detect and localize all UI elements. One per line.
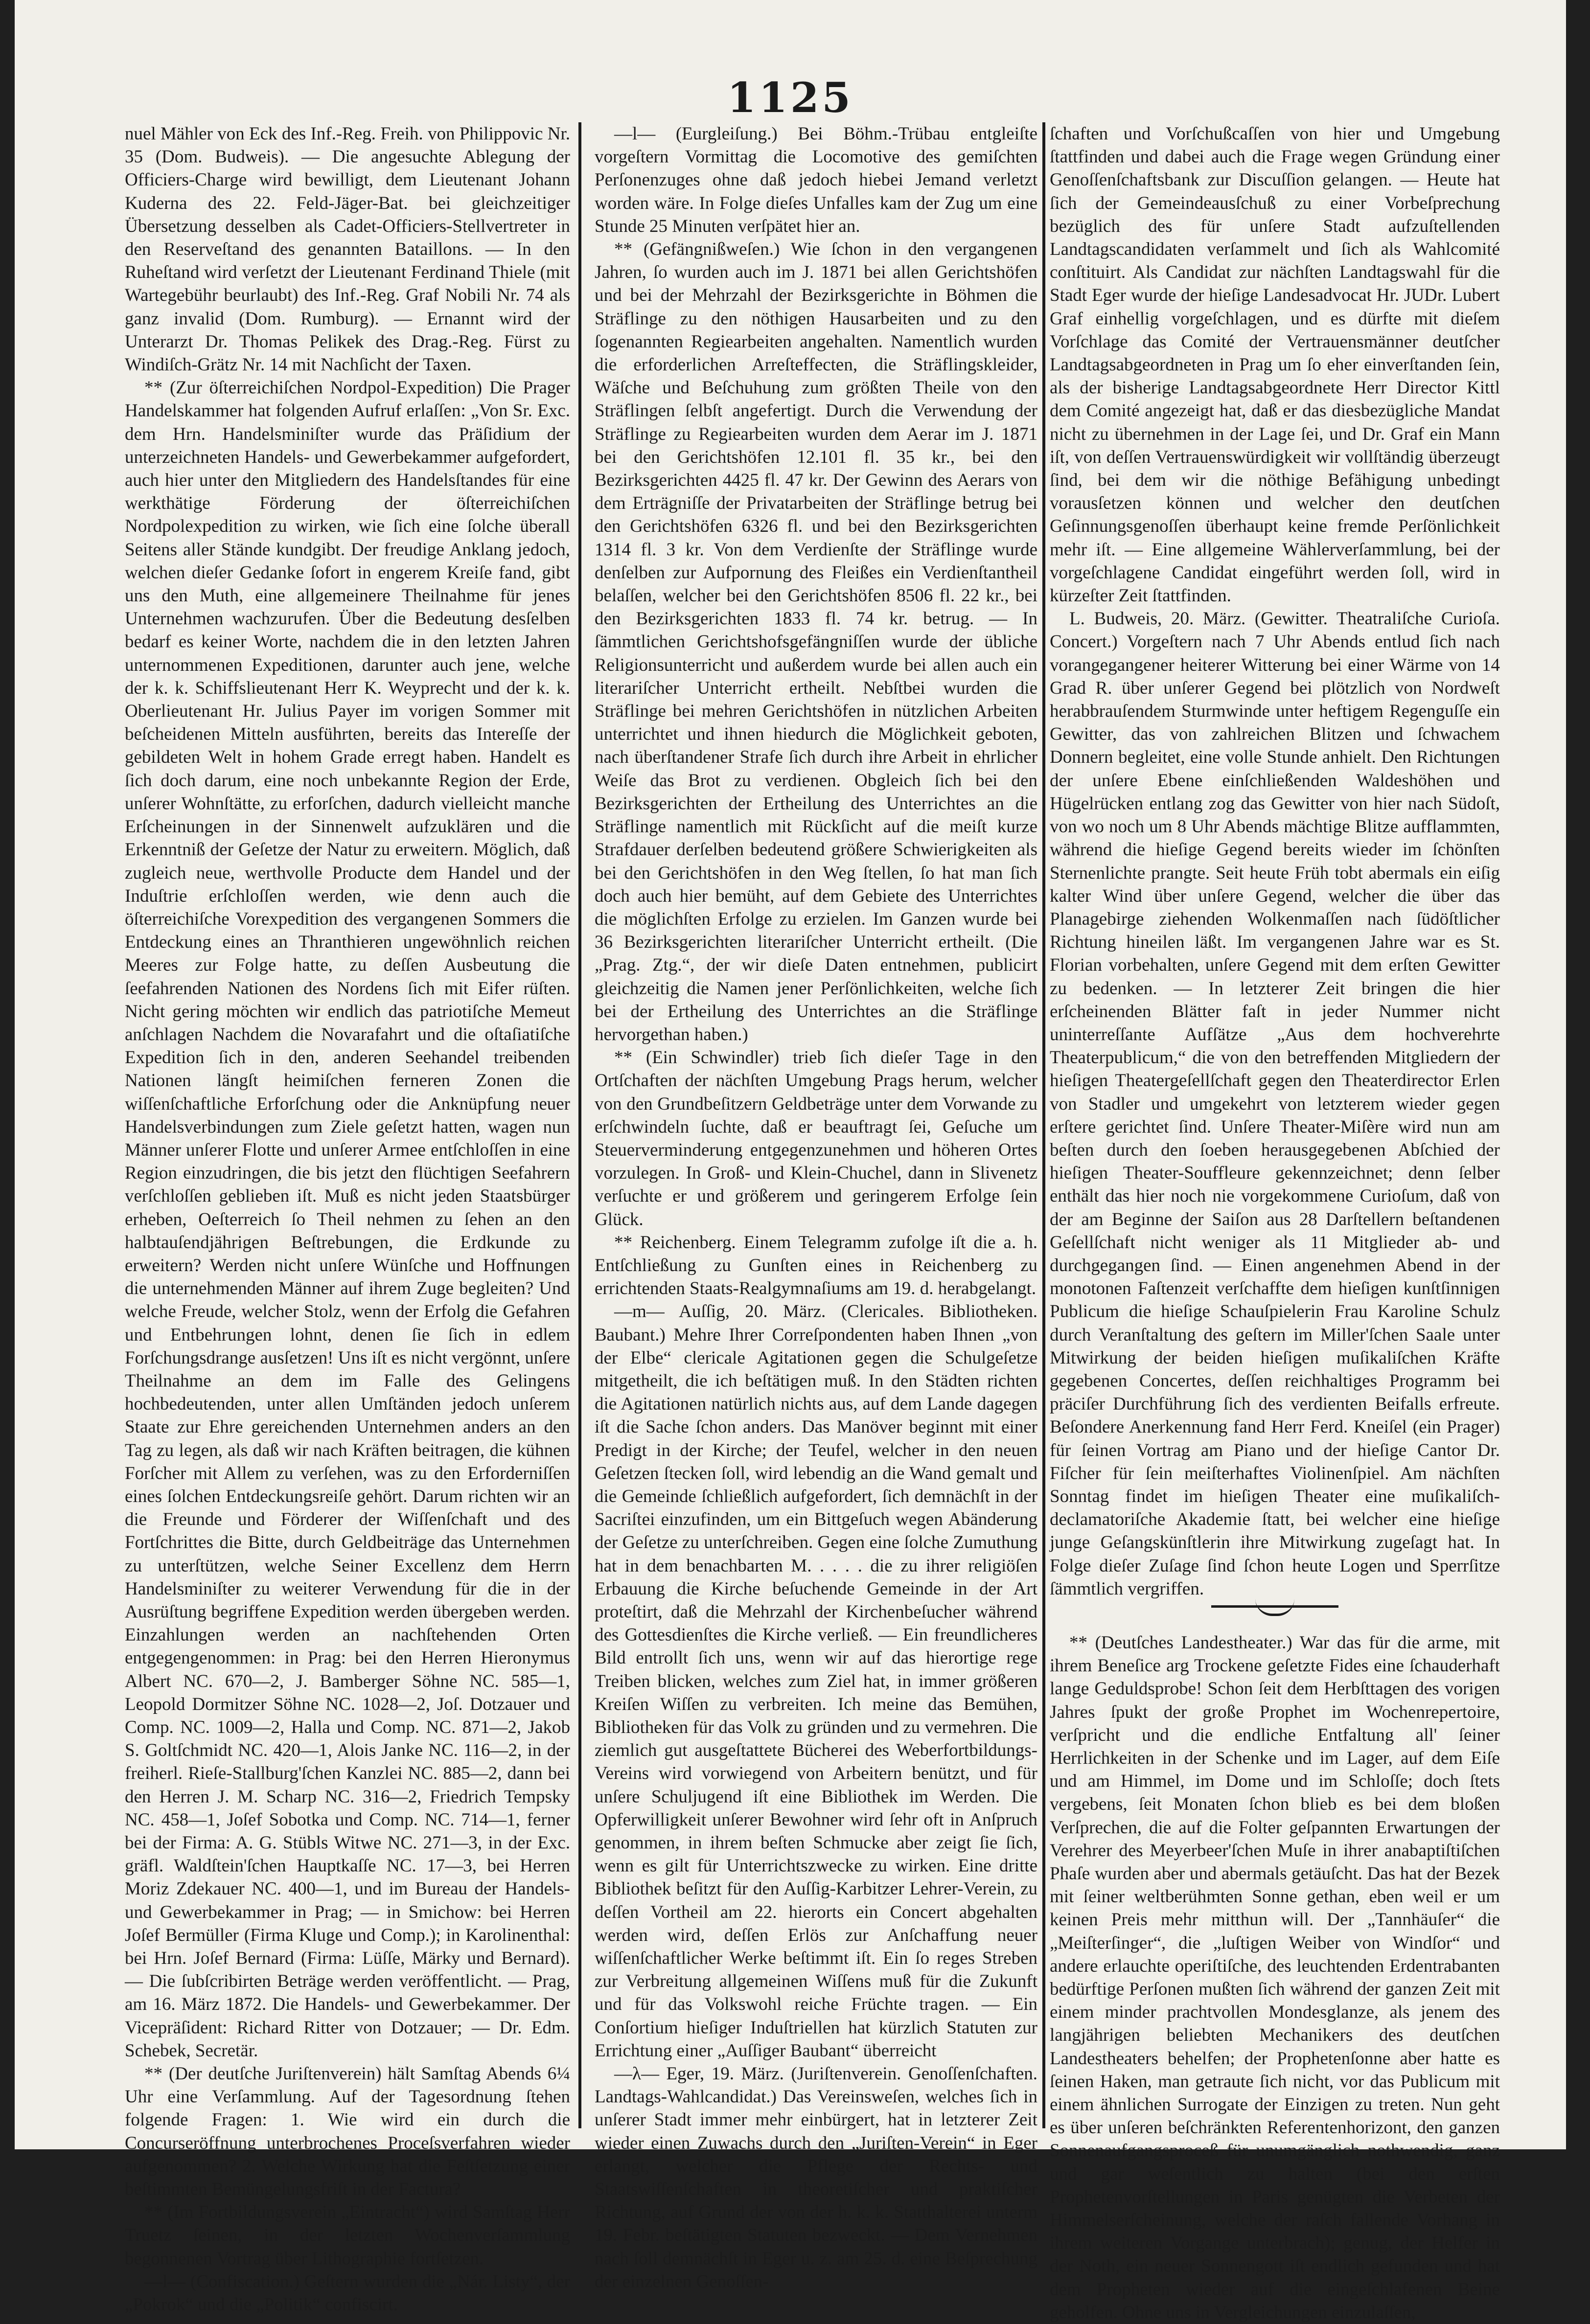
- article-landestheater: ** (Deutſches Landestheater.) War das für die arme, mit ihrem Beneſice arg Trockene geſetzte Fides eine ſchauderhaft lange Geduldsprobe! Schon ſeit dem Herbſttagen des vorigen Jahres ſpukt der große Prophet im Wochenrepertoire, verſpricht und die endliche Entfaltung all' ſeiner Herrlichkeiten in der Schenke und im Lager, auf dem Eiſe und am Himmel, im Dome und im Schloſſe; doch ſtets vergebens, ſeit Monaten ſchon blieb es bei dem bloßen Verſprechen, die auf die Folter geſpannten Erwartungen der Verehrer des Meyerbeer'ſchen Muſe in ihrer anabaptiſtiſchen Phaſe wurden aber und abermals getäuſcht. Das hat der Bezek mit ſeiner weltberühmten Sonne gethan, eben weil er um keinen Preis mehr mitthun will. Der „Tannhäuſer“ die „Meiſterſinger“, die „luſtigen Weiber von Windſor“ und andere erlauchte operiſtiſche, des leuchtenden Erdentrabanten bedürftige Perſonen mußten ſich während der ganzen Zeit mit einem minder prachtvollen Mondesglanze, als jenem des langjährigen beliebten Mechanikers des deutſchen Landestheaters behelfen; der Prophetenſonne aber hatte es ſeinen Haken, man getraute ſich nicht, vor das Publicum mit einem ähnlichen Surrogate der Einzigen zu treten. Nun geht es über unſeren beſchränkten Referentenhorizont, den ganzen Sonnenaufgangsproceß für unumgänglich nothwendig, ganz und gar weſentlich zu halten (bei den erſten Prophetenvorſtellungen in Paris genügten die Verbeten der Himmelserſcheinung, welche der raſch fallende Vorhang in ihrem weiteren Vorgange unterbrach); genug, der Helfer in der Noth, ein neuer Sonnengott iſt endlich gefunden und hat dem Propheten wieder auf die eingeſchlafenen Beine geholfen. Ohne uns in Vergleichungen einzulaſſen,: [1050, 1633, 1500, 2323]
- article-aussig: —m— Auſſig, 20. März. (Clericales. Bibliotheken. Baubant.) Mehre Ihrer Correſpondenten haben Ihnen „von der Elbe“ clericale Agitationen gegen die Schulgeſetze mitgetheilt, die ich beſtätigen muß. In den Städten richten die Agitationen natürlich nichts aus, auf dem Lande dagegen iſt die Sache ſchon anders. Das Manöver beginnt mit einer Predigt in der Kirche; der Teufel, welcher in den neuen Geſetzen ſtecken ſoll, wird lebendig an die Wand gemalt und die Gemeinde ſchließlich aufgefordert, ſich demnächſt in der Sacriſtei einzufinden, um ein Bittgeſuch wegen Abänderung der Geſetze zu unterſchreiben. Gegen eine ſolche Zumuthung hat in dem benachbarten M. . . . . die zu ihrer religiöſen Erbauung die Kirche beſuchende Gemeinde in der Art proteſtirt, daß die Mehrzahl der Kirchenbeſucher während des Gottesdienſtes die Kirche verließ. — Ein freundlicheres Bild entrollt ſich uns, wenn wir auf das hierortige rege Treiben blicken, welches zum Ziel hat, in immer größeren Kreiſen Wiſſen zu verbreiten. Ich meine das Bemühen, Bibliotheken für das Volk zu gründen und zu vermehren. Die ziemlich gut ausgeſtattete Bücherei des Weberfortbildungs-Vereins wird vorwiegend von Arbeitern benützt, und für unſere Schuljugend iſt eine Bibliothek im Werden. Die Opferwilligkeit unſerer Bewohner wird ſehr oft in Anſpruch genommen, in ihrem beſten Schmucke aber zeigt ſie ſich, wenn es gilt für Unterrichtszwecke zu wirken. Eine dritte Bibliothek beſitzt für den Auſſig-Karbitzer Lehrer-Verein, zu deſſen Vortheil am 22. hierorts ein Concert abgehalten werden wird, deſſen Erlös zur Anſchaffung neuer wiſſenſchaftlicher Werke beſtimmt iſt. Ein ſo reges Streben zur Verbreitung allgemeinen Wiſſens muß für die Zukunft und für das Volkswohl reiche Früchte tragen. — Ein Conſortium hieſiger Induſtriellen hat kürzlich Statuten zur Errichtung einer „Auſſiger Baubant“ überreicht: [595, 1301, 1037, 2061]
- article-nordpol-expedition: ** (Zur öſterreichiſchen Nordpol-Expedition) Die Prager Handelskammer hat folgenden Aufruf erlaſſen: „Von Sr. Exc. dem Hrn. Handelsminiſter wurde das Präſidium der unterzeichneten Handels- und Gewerbekammer aufgefordert, auch hier unter den Mitgliedern des Handelsſtandes für eine werkthätige Förderung der öſterreichiſchen Nordpolexpedition zu wirken, wie ſich eine ſolche überall Seitens aller Stände kundgibt. Der freudige Anklang jedoch, welchen dieſer Gedanke ſofort in engerem Kreiſe fand, gibt uns den Muth, eine allgemeinere Theilnahme für jenes Unternehmen wachzurufen. Über die Bedeutung desſelben bedarf es keiner Worte, nachdem die in den letzten Jahren unternommenen Expeditionen, darunter auch jene, welche der k. k. Schiffslieutenant Herr K. Weyprecht und der k. k. Oberlieutenant Hr. Julius Payer im vorigen Sommer mit beſcheidenen Mitteln ausführten, bereits das Intereſſe der gebildeten Welt in hohem Grade erregt haben. Handelt es ſich doch darum, eine noch unbekannte Region der Erde, unſerer Wohnſtätte, zu erforſchen, dadurch vielleicht manche Erſcheinungen in der Sinnenwelt aufzuklären und die Erkenntniß der Geſetze der Natur zu erweitern. Möglich, daß zugleich neue, werthvolle Producte dem Handel und der Induſtrie erſchloſſen werden, wie denn auch die öſterreichiſche Vorexpedition des vergangenen Sommers die Entdeckung eines an Thranthieren ungewöhnlich reichen Meeres zur Folge hatte, zu deſſen Ausbeutung die ſeefahrenden Nationen des Nordens ſich mit Eifer rüſten. Nicht gering möchten wir endlich das patriotiſche Memeut anſchlagen Nachdem die Novarafahrt und die oſtaſiatiſche Expedition ſich in den, anderen Seehandel treibenden Nationen längſt heimiſchen ferneren Zonen die wiſſenſchaftliche Erforſchung oder die Anknüpfung neuer Handelsverbindungen zum Ziele geſetzt hatten, wagen nun Männer unſerer Flotte und unſerer Armee entſchloſſen in eine Region einzudringen, die bis jetzt den flüchtigen Seefahrern verſchloſſen geblieben iſt. Muß es nicht jeden Staatsbürger erheben, Oeſterreich ſo Theil nehmen zu ſehen an den halbtauſendjährigen Beſtrebungen, die Erdkunde zu erweitern? Werden nicht unſere Wünſche und Hoffnungen die unternehmenden Männer auf ihrem Zuge begleiten? Und welche Freude, welcher Stolz, wenn der Erfolg die Gefahren und Entbehrungen lohnt, denen ſie ſich in edlem Forſchungsdrange ausſetzen! Uns iſt es nicht vergönnt, unſere Theilnahme an dem im Falle des Gelingens hochbedeutenden, unter allen Umſtänden jedoch unſerem Staate zur Ehre gereichenden Unternehmen anders an den Tag zu legen, als daß wir nach Kräften beitragen, die kühnen Forſcher mit Allem zu verſehen, was zu den Erforderniſſen eines ſolchen Entdeckungsreiſe gehört. Darum richten wir an die Freunde und Förderer der Wiſſenſchaft und des Fortſchrittes die Bitte, durch Geldbeiträge das Unternehmen zu unterſtützen, welche Seiner Excellenz dem Herrn Handelsminiſter zu weiterer Verwendung für die in der Ausrüſtung begriffene Expedition werden übergeben werden. Einzahlungen werden an nachſtehenden Orten entgegengenommen: in Prag: bei den Herren Hieronymus Albert NC. 670—2, J. Bamberger Söhne NC. 585—1, Leopold Dormitzer Söhne NC. 1028—2, Joſ. Dotzauer und Comp. NC. 1009—2, Halla und Comp. NC. 871—2, Jakob S. Goltſchmidt NC. 420—1, Alois Janke NC. 116—2, in der freiherl. Rieſe-Stallburg'ſchen Kanzlei NC. 885—2, dann bei den Herren J. M. Scharp NC. 316—2, Friedrich Tempsky NC. 458—1, Joſef Sobotka und Comp. NC. 714—1, ferner bei der Firma: A. G. Stübls Witwe NC. 271—3, in der Exc. gräfl. Waldſtein'ſchen Hauptkaſſe NC. 17—3, bei Herren Moriz Zdekauer NC. 400—1, und im Bureau der Handels- und Gewerbekammer in Prag; — in Smichow: bei Herren Joſef Bermüller (Firma Kluge und Comp.); in Karolinenthal: bei Hrn. Joſef Bernard (Firma: Lüſſe, Märky und Bernard). — Die ſubſcribirten Beträge werden veröffentlicht. — Prag, am 16. März 1872. Die Handels- und Gewerbekammer. Der Vicepräſident: Richard Ritter von Dotzauer; — Dr. Edm. Schebek, Secretär.: [125, 378, 570, 2061]
- article-entgleisung: —l— (Eurgleiſung.) Bei Böhm.-Trübau entgleiſte vorgeſtern Vormittag die Locomotive des gemiſchten Perſonenzuges ohne daß jedoch hiebei Jemand verletzt worden wäre. In Folge dieſes Unfalles kam der Zug um eine Stunde 25 Minuten verſpätet hier an.: [595, 124, 1037, 236]
- article-fortbildungsverein: ** (Im Fortbildungsverein „Eintracht“) wird Samſtag Herr Truetz ſeinen, in der letzten Wochenverſammlung begonnenen Vortrag über Lithographie fortſetzen.: [125, 2202, 570, 2269]
- article-gefaengnisswesen: ** (Gefängnißweſen.) Wie ſchon in den vergangenen Jahren, ſo wurden auch im J. 1871 bei allen Gerichtshöfen und bei der Mehrzahl der Bezirksgerichte in Böhmen die Sträflinge zu den nöthigen Hausarbeiten und zu den ſogenannten Regiearbeiten angehalten. Namentlich wurden die erforderlichen Arreſteffecten, die Sträflingskleider, Wäſche und Beſchuhung zum größten Theile von den Sträflingen ſelbſt angefertigt. Durch die Verwendung der Sträflinge zu Regiearbeiten wurden dem Aerar im J. 1871 bei den Gerichtshöfen 12.101 fl. 35 kr., bei den Bezirksgerichten 4425 fl. 47 kr. Der Gewinn des Aerars von dem Erträgniſſe der Privatarbeiten der Sträflinge betrug bei den Gerichtshöfen 6326 fl. und bei den Bezirksgerichten 1314 fl. 3 kr. Von dem Verdienſte der Sträflinge wurde denſelben zur Aufpornung des Fleißes ein Verdienſtantheil belaſſen, welcher bei den Gerichtshöfen 8506 fl. 22 kr., bei den Bezirksgerichten 1833 fl. 74 kr. betrug. — In ſämmtlichen Gerichtshofsgefängniſſen wurde der übliche Religionsunterricht und außerdem wurde bei allen auch ein literariſcher Unterricht ertheilt. Nebſtbei wurden die Sträflinge bei mehren Gerichtshöfen in nützlichen Arbeiten unterrichtet und ihnen hiedurch die Möglichkeit geboten, nach überſtandener Strafe ſich durch ihre Arbeit in ehrlicher Weiſe das Brot zu verdienen. Obgleich ſich bei den Bezirksgerichten der Ertheilung des Unterrichtes an die Sträflinge namentlich mit Rückſicht auf die meiſt kurze Strafdauer derſelben bedeutend größere Schwierigkeiten als bei den Gerichtshöfen in den Weg ſtellen, ſo hat man ſich doch auch hier bemüht, auf dem Gebiete des Unterrichtes die möglichſten Erfolge zu erzielen. Im Ganzen wurde bei 36 Bezirksgerichten literariſcher Unterricht ertheilt. (Die „Prag. Ztg.“, der wir dieſe Daten entnehmen, publicirt gleichzeitig die Namen jener Perſönlichkeiten, welche ſich bei der Ertheilung des Unterrichtes an die Sträflinge hervorgethan haben.): [595, 239, 1037, 1045]
- article-eger-continued: ſchaften und Vorſchußcaſſen von hier und Umgebung ſtattfinden und dabei auch die Frage wegen Gründung einer Genoſſenſchaftsbank zur Discuſſion gelangen. — Heute hat ſich der Gemeindeausſchuß zu einer Vorbeſprechung bezüglich des für unſere Stadt aufzuſtellenden Landtagscandidaten verſammelt und ſich als Wahlcomité conſtituirt. Als Candidat zur nächſten Landtagswahl für die Stadt Eger wurde der hieſige Landesadvocat Hr. JUDr. Lubert Graf einhellig vorgeſchlagen, und es dürfte mit dieſem Vorſchlage das Comité der Vertrauensmänner deutſcher Landtagsabgeordneten in Prag um ſo eher einverſtanden ſein, als der bisherige Landtagsabgeordnete Herr Director Kittl dem Comité angezeigt hat, daß er das diesbezügliche Mandat nicht zu übernehmen in der Lage ſei, und Dr. Graf ein Mann iſt, von deſſen Vertrauenswürdigkeit wir vollſtändig überzeugt ſind, bei dem wir die nöthige Befähigung unbedingt vorausſetzen können und welcher den deutſchen Geſinnungsgenoſſen überhaupt keine fremde Perſönlichkeit mehr iſt. — Eine allgemeine Wählerverſammlung, bei der vorgeſchlagene Candidat eingeführt werden ſoll, wird in kürzeſter Zeit ſtattfinden.: [1050, 124, 1500, 606]
- column-middle: [595, 122, 1037, 2292]
- article-eger: —λ— Eger, 19. März. (Juriſtenverein. Genoſſenſchaften. Landtags-Wahlcandidat.) Das Vereinsweſen, welches ſich in unſerer Stadt immer mehr einbürgert, hat in letzterer Zeit wieder einen Zuwachs durch den „Juriſten-Verein“ in Eger erlangt, welcher die Pflege der Rechts- und Staatswiſſenſchaften in theoretiſcher und praktiſcher Richtung, auf Grund der von der h. k. k. Statthalterei unterm 19. Febr. beſtätigten Statuten bezweckt. — Dem Vernehmen nach ſoll demnächſt in Eger u. z. am 25. d. eine Beſprechung der einzelnen Genoſſen-: [595, 2064, 1037, 2292]
- column-left: [125, 122, 570, 2315]
- article-budweis: L. Budweis, 20. März. (Gewitter. Theatraliſche Curioſa. Concert.) Vorgeſtern nach 7 Uhr Abends entlud ſich nach vorangegangener heiterer Witterung bei einer Wärme von 14 Grad R. über unſerer Gegend bei plötzlich von Nordweſt herabbrauſendem Sturmwinde unter heftigem Regenguſſe ein Gewitter, das von zahlreichen Blitzen und ſchwachem Donnern begleitet, eine volle Stunde anhielt. Den Richtungen der unſere Ebene einſchließenden Waldeshöhen und Hügelrücken entlang zog das Gewitter von hier nach Südoſt, von wo noch um 8 Uhr Abends mächtige Blitze aufflammten, während die hieſige Gegend bereits wieder im ſchönſten Sternenlichte prangte. Seit heute Früh tobt abermals ein eiſig kalter Wind über unſere Gegend, welcher die über das Planagebirge ziehenden Wolkenmaſſen nach ſüdöſtlicher Richtung hineilen läßt. Im vergangenen Jahre war es St. Florian vorbehalten, unſere Gegend mit dem erſten Gewitter zu bedenken. — In letzterer Zeit bringen die hier erſcheinenden Blätter faſt in jeder Nummer nicht uninterreſſante Aufſätze „Aus dem hochverehrte Theaterpublicum,“ die von den betreffenden Mitgliedern der hieſigen Theatergeſellſchaft gegen den Theaterdirector Erlen von Stadler und umgekehrt von letzterem wieder gegen erſtere gerichtet ſind. Unſere Theater-Miſère wird nun am beſten durch den ſoeben herausgegebenen Abſchied der hieſigen Theater-Souffleure gekennzeichnet; denn ſelber enthält das hier noch nie vorgekommene Curioſum, daß von der am Beginne der Saiſon aus 28 Darſtellern beſtandenen Geſellſchaft nicht weniger als 11 Mitglieder ab- und durchgegangen ſind. — Einen angenehmen Abend in der monotonen Faſtenzeit verſchaffte dem hieſigen kunſtſinnigen Publicum die hieſige Schauſpielerin Frau Karoline Schulz durch Veranſtaltung des geſtern im Miller'ſchen Saale unter Mitwirkung der beiden hieſigen muſikaliſchen Kräfte gegebenen Concertes, deſſen reichhaltiges Programm bei präciſer Durchführung ſich des verdienten Beifalls erfreute. Beſondere Anerkennung fand Herr Ferd. Kneiſel (ein Prager) für ſeinen Vortrag am Piano und der hieſige Cantor Dr. Fiſcher für ſein meiſterhaftes Violinenſpiel. Am nächſten Sonntag findet im hieſigen Theater eine muſikaliſch-declamatoriſche Akademie ſtatt, bei welcher eine hieſige junge Geſangskünſtlerin ihre Mitwirkung zugeſagt hat. In Folge dieſer Zuſage ſind ſchon heute Logen und Sperrſitze ſämmtlich vergriffen.: [1050, 609, 1500, 1599]
- article-juristenverein: ** (Der deutſche Juriſtenverein) hält Samſtag Abends 6¼ Uhr eine Verſammlung. Auf der Tagesordnung ſtehen folgende Fragen: 1. Wie wird ein durch die Concurseröffnung unterbrochenes Proceſsverfahren wieder aufgenommen? 2. Welche Wirkung hat die Feſtſetzung einer beſtimmten Bemüngelungsfriſt in der Factura?: [125, 2064, 570, 2200]
- article-schwindler: ** (Ein Schwindler) trieb ſich dieſer Tage in den Ortſchaften der nächſten Umgebung Prags herum, welcher von den Grundbeſitzern Geldbeträge unter dem Vorwande zu erſchwindeln ſuchte, daß er beauftragt ſei, Geſuche um Steuerverminderung entgegenzunehmen und höheren Ortes vorzulegen. In Groß- und Klein-Chuchel, dann in Slivenetz verſuchte er und größerem und geringerem Erfolge ſein Glück.: [595, 1048, 1037, 1230]
- newspaper-page: [15, 0, 1566, 2323]
- column-rule-left: [578, 122, 581, 2128]
- article-reichenberg: ** Reichenberg. Einem Telegramm zufolge iſt die a. h. Entſchließung zu Gunſten eines in Reichenberg zu errichtenden Staats-Realgymnaſiums am 19. d. herabgelangt.: [595, 1232, 1037, 1299]
- article-confiscation: —l— (Confiscation.) Geſtern wurden die „Nár. Listy“, der „Pokrok“ und die „Politik“ confiscirt.: [125, 2271, 570, 2315]
- article-military-appointments: nuel Mähler von Eck des Inf.-Reg. Freih. von Philippovic Nr. 35 (Dom. Budweis). — Die angesuchte Ablegung der Officiers-Charge wird bewilligt, dem Lieutenant Johann Kuderna des 22. Feld-Jäger-Bat. bei gleichzeitiger Übersetzung desselben als Cadet-Officiers-Stellvertreter in den Reserveſtand des genannten Bataillons. — In den Ruheſtand wird verſetzt der Lieutenant Ferdinand Thiele (mit Wartegebühr beurlaubt) des Inf.-Reg. Graf Nobili Nr. 74 als ganz invalid (Dom. Rumburg). — Ernannt wird der Unterarzt Dr. Thomas Pelikek des Drag.-Reg. Fürst zu Windiſch-Grätz Nr. 14 mit Nachſicht der Taxen.: [125, 124, 570, 375]
- column-rule-right: [1042, 122, 1045, 2128]
- page-number: 1125: [727, 73, 853, 122]
- ornament-divider: [1211, 1605, 1338, 1620]
- column-right: [1050, 122, 1500, 2323]
